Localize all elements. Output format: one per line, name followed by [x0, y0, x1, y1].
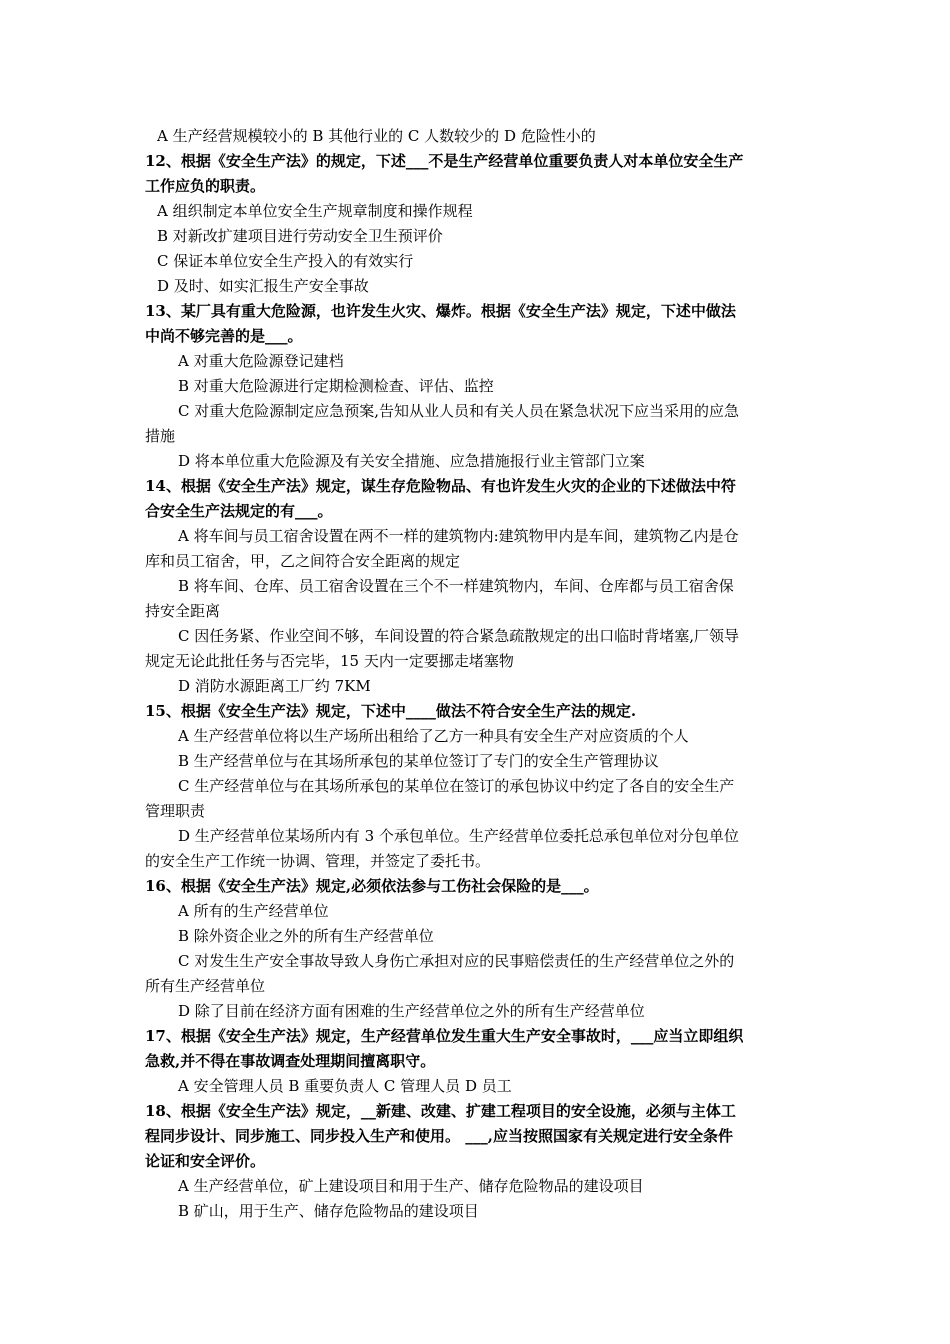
- continuation-text: 管理职责: [145, 802, 206, 820]
- option-text: D 消防水源距离工厂约 7KM: [178, 677, 371, 695]
- continuation-text: 规定无论此批任务与否完毕，15 天内一定要挪走堵塞物: [145, 652, 514, 670]
- question-text: 合安全生产法规定的有___。: [145, 502, 333, 520]
- option-text: A 生产经营规模较小的 B 其他行业的 C 人数较少的 D 危险性小的: [157, 127, 596, 145]
- option-text: B 除外资企业之外的所有生产经营单位: [178, 927, 434, 945]
- continuation-text: 库和员工宿舍，甲，乙之间符合安全距离的规定: [145, 552, 461, 570]
- question-text: 16、根据《安全生产法》规定,必须依法参与工伤社会保险的是___。: [145, 877, 599, 895]
- option-text: D 及时、如实汇报生产安全事故: [157, 277, 369, 295]
- option-text: A 组织制定本单位安全生产规章制度和操作规程: [157, 202, 473, 220]
- question-text: 中尚不够完善的是___。: [145, 327, 303, 345]
- option-text: A 对重大危险源登记建档: [178, 352, 344, 370]
- document-page: [145, 124, 813, 1224]
- option-text: B 矿山，用于生产、储存危险物品的建设项目: [178, 1202, 479, 1220]
- option-text: C 对重大危险源制定应急预案,告知从业人员和有关人员在紧急状况下应当采用的应急: [178, 402, 740, 420]
- question-text: 论证和安全评价。: [145, 1152, 266, 1170]
- question-text: 12、根据《安全生产法》的规定，下述___不是生产经营单位重要负责人对本单位安全生产: [145, 152, 744, 170]
- question-text: 急救,并不得在事故调查处理期间擅离职守。: [145, 1052, 436, 1070]
- question-text: 17、根据《安全生产法》规定，生产经营单位发生重大生产安全事故时，___应当立即组织: [145, 1027, 744, 1045]
- continuation-text: 所有生产经营单位: [145, 977, 266, 995]
- option-text: B 生产经营单位与在其场所承包的某单位签订了专门的安全生产管理协议: [178, 752, 659, 770]
- option-text: B 对重大危险源进行定期检测检查、评估、监控: [178, 377, 494, 395]
- option-text: A 将车间与员工宿舍设置在两不一样的建筑物内:建筑物甲内是车间，建筑物乙内是仓: [178, 527, 739, 545]
- option-text: A 生产经营单位，矿上建设项目和用于生产、储存危险物品的建设项目: [178, 1177, 644, 1195]
- option-text: C 生产经营单位与在其场所承包的某单位在签订的承包协议中约定了各自的安全生产: [178, 777, 735, 795]
- option-text: C 对发生生产安全事故导致人身伤亡承担对应的民事赔偿责任的生产经营单位之外的: [178, 952, 735, 970]
- option-text: D 除了目前在经济方面有困难的生产经营单位之外的所有生产经营单位: [178, 1002, 645, 1020]
- question-text: 14、根据《安全生产法》规定，谋生存危险物品、有也许发生火灾的企业的下述做法中符: [145, 477, 736, 495]
- option-text: C 因任务紧、作业空间不够，车间设置的符合紧急疏散规定的出口临时背堵塞,厂领导: [178, 627, 740, 645]
- continuation-text: 措施: [145, 427, 176, 445]
- option-text: A 安全管理人员 B 重要负责人 C 管理人员 D 员工: [178, 1077, 512, 1095]
- question-text: 程同步设计、同步施工、同步投入生产和使用。 ___,应当按照国家有关规定进行安全条件: [145, 1127, 733, 1145]
- option-text: A 所有的生产经营单位: [178, 902, 329, 920]
- continuation-text: 持安全距离: [145, 602, 221, 620]
- option-text: A 生产经营单位将以生产场所出租给了乙方一种具有安全生产对应资质的个人: [178, 727, 689, 745]
- question-text: 18、根据《安全生产法》规定，__新建、改建、扩建工程项目的安全设施，必须与主体工: [145, 1102, 736, 1120]
- option-text: D 生产经营单位某场所内有 3 个承包单位。生产经营单位委托总承包单位对分包单位: [178, 827, 739, 845]
- option-text: B 对新改扩建项目进行劳动安全卫生预评价: [157, 227, 443, 245]
- question-text: 15、根据《安全生产法》规定，下述中____做法不符合安全生产法的规定.: [145, 702, 637, 720]
- continuation-text: 的安全生产工作统一协调、管理，并签定了委托书。: [145, 852, 491, 870]
- option-text: B 将车间、仓库、员工宿舍设置在三个不一样建筑物内，车间、仓库都与员工宿舍保: [178, 577, 734, 595]
- question-text: 13、某厂具有重大危险源，也许发生火灾、爆炸。根据《安全生产法》规定，下述中做法: [145, 302, 736, 320]
- option-text: C 保证本单位安全生产投入的有效实行: [157, 252, 414, 270]
- question-text: 工作应负的职责。: [145, 177, 266, 195]
- option-text: D 将本单位重大危险源及有关安全措施、应急措施报行业主管部门立案: [178, 452, 645, 470]
